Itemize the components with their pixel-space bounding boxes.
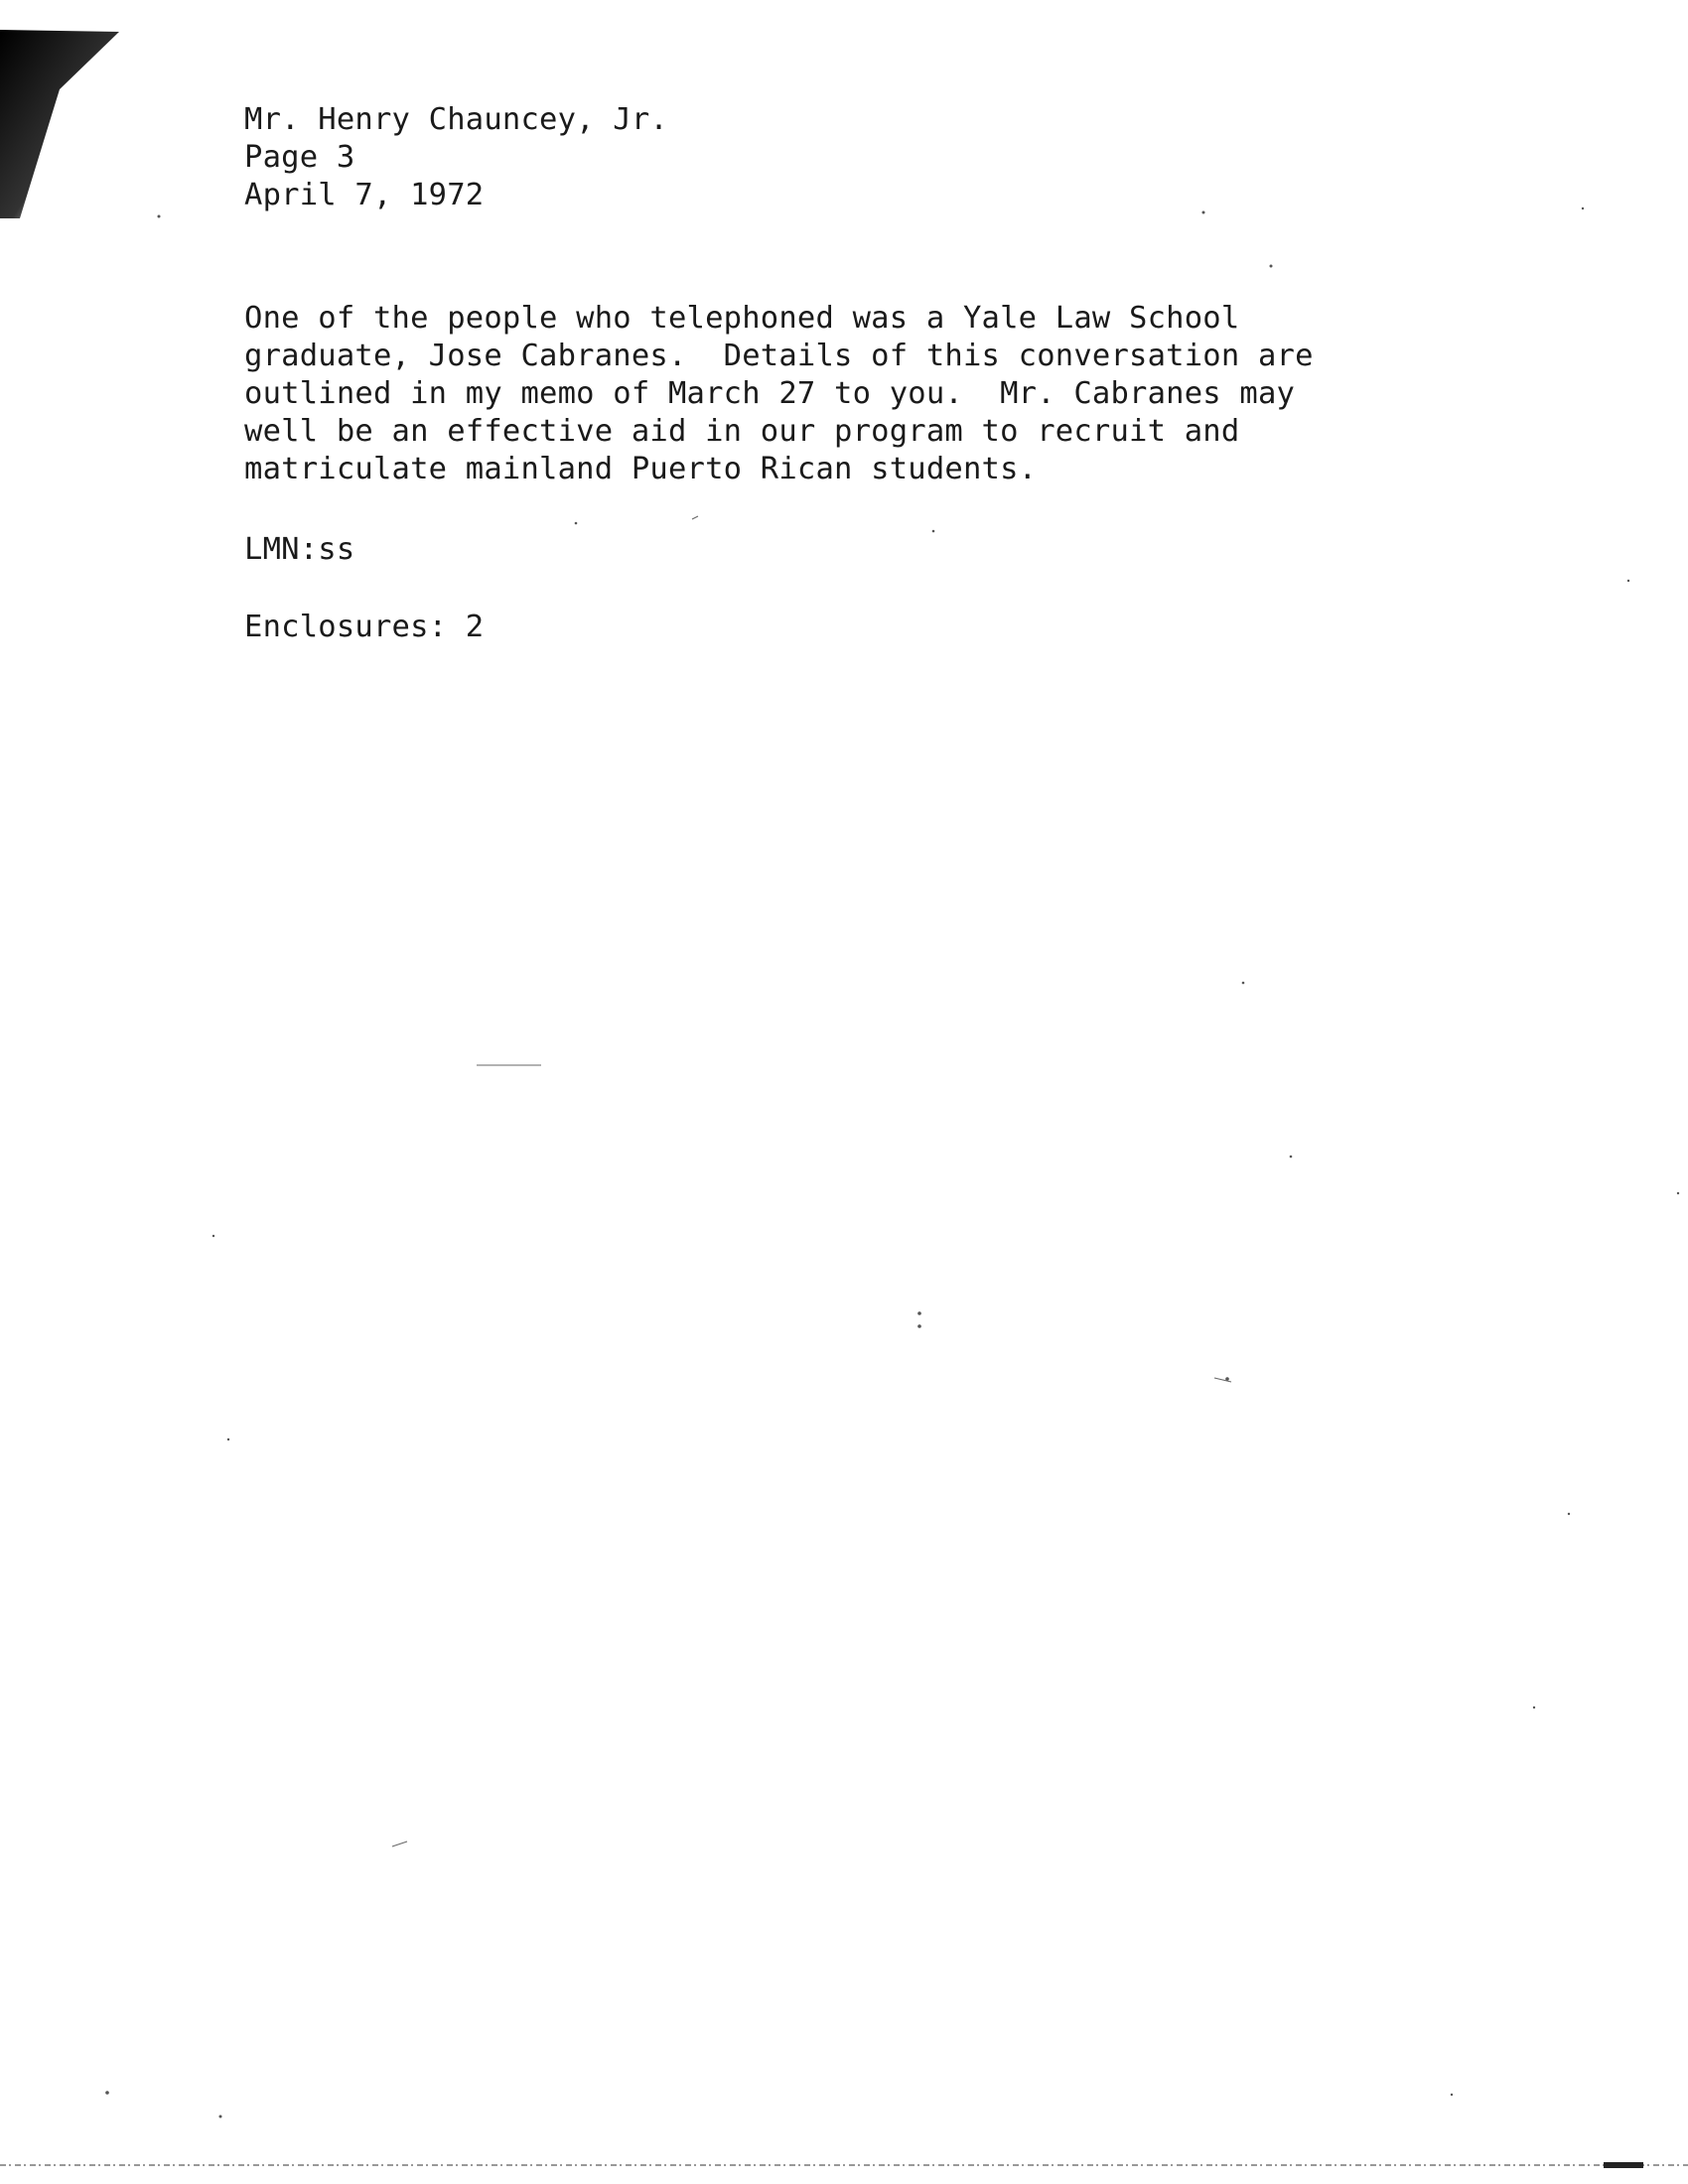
- page-corner-shadow: [0, 30, 119, 218]
- letter-header: [244, 101, 668, 214]
- body-line: outlined in my memo of March 27 to you. Mr. Cabranes may: [244, 376, 1296, 411]
- letter-date: April 7, 1972: [244, 178, 485, 212]
- body-line: One of the people who telephoned was a Yale Law School: [244, 301, 1240, 336]
- letter-body: [244, 300, 1314, 488]
- reference-initials: LMN:ss: [244, 532, 355, 567]
- body-line: graduate, Jose Cabranes. Details of this conversation are: [244, 339, 1314, 373]
- page-number: Page 3: [244, 140, 355, 175]
- body-line: matriculate mainland Puerto Rican students.: [244, 452, 1038, 486]
- enclosures-note: Enclosures: 2: [244, 610, 485, 644]
- body-line: well be an effective aid in our program to recruit and: [244, 414, 1240, 449]
- recipient-name: Mr. Henry Chauncey, Jr.: [244, 102, 668, 137]
- scan-bottom-edge: [0, 2162, 1688, 2168]
